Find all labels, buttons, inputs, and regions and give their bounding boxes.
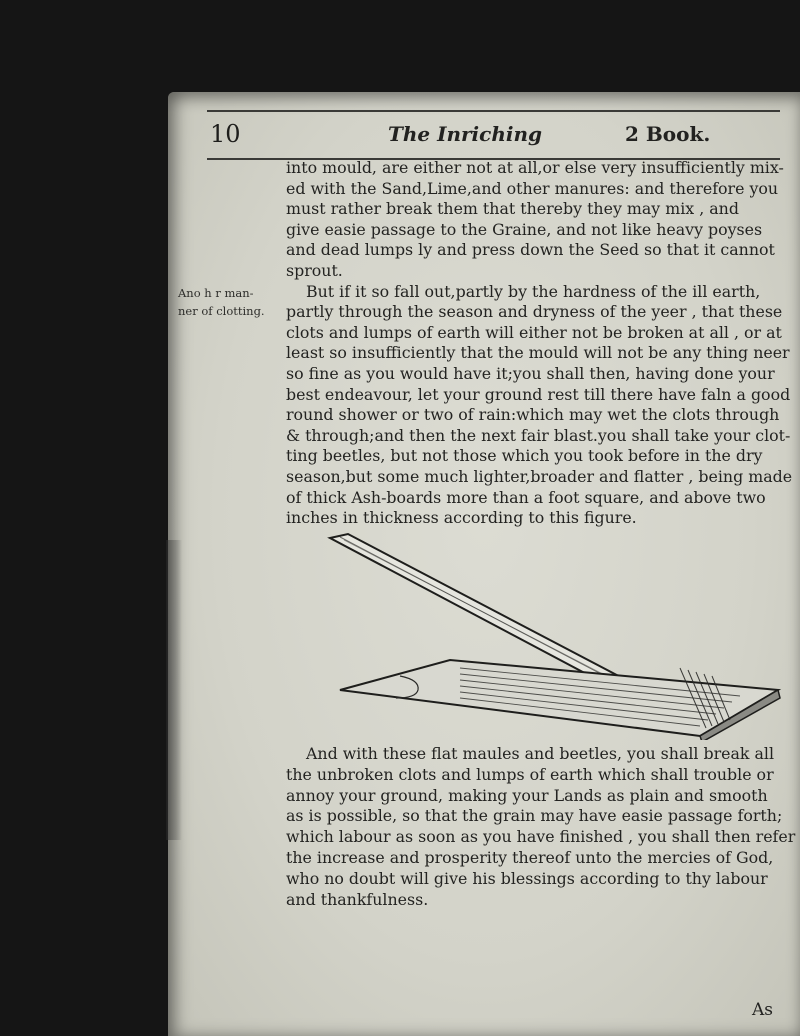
text-line: give easie passage to the Graine, and not like heavy poyses	[286, 219, 763, 239]
text-line: the unbroken clots and lumps of earth which shall trouble or	[286, 764, 774, 784]
margin-note-line: ner of clotting.	[178, 304, 265, 318]
text-line: as is possible, so that the grain may have easie passage forth;	[286, 806, 783, 826]
text-line: of thick Ash-boards more than a foot square, and above two	[286, 487, 766, 507]
text-line: best endeavour, let your ground rest till there have faln a good	[286, 384, 791, 404]
text-line: who no doubt will give his blessings according to thy labour	[286, 868, 768, 888]
text-line: and dead lumps ly and press down the Seed so that it cannot	[286, 240, 775, 260]
text-block-top	[286, 158, 800, 529]
text-line: And with these flat maules and beetles, you shall break all	[306, 744, 775, 763]
text-line: clots and lumps of earth will either not be broken at all , or at	[286, 322, 782, 342]
book-number: 2 Book.	[625, 122, 711, 146]
beetle-board	[340, 660, 780, 740]
text-line: partly through the season and dryness of the yeer , that these	[286, 302, 783, 322]
text-line: annoy your ground, making your Lands as plain and smooth	[286, 785, 768, 805]
clotting-beetle-figure	[300, 528, 800, 740]
text-line: round shower or two of rain:which may wet the clots through	[286, 405, 780, 425]
page-fold-shadow	[166, 540, 182, 840]
text-line: ed with the Sand,Lime,and other manures: and therefore you	[286, 178, 779, 198]
text-line: which labour as soon as you have finished , you shall then refer	[286, 827, 796, 847]
page-number: 10	[210, 120, 241, 148]
text-line: least so insufficiently that the mould will not be any thing neer	[286, 343, 790, 363]
header-rule-top	[207, 110, 780, 112]
text-line: inches in thickness according to this figure.	[286, 508, 637, 528]
text-line: sprout.	[286, 260, 343, 280]
text-line: so fine as you would have it;you shall then, having done your	[286, 363, 775, 383]
running-head	[200, 116, 800, 156]
text-line: must rather break them that thereby they may mix , and	[286, 199, 739, 219]
text-line: into mould, are either not at all,or else very insufficiently mix-	[286, 158, 784, 177]
text-line: But if it so fall out,partly by the hardness of the ill earth,	[306, 281, 761, 301]
text-block-bottom	[286, 744, 800, 910]
catchword: As	[752, 1000, 774, 1020]
text-line: ting beetles, but not those which you took before in the dry	[286, 446, 763, 466]
text-line: the increase and prosperity thereof unto the mercies of God,	[286, 847, 774, 867]
text-line: and thankfulness.	[286, 889, 429, 909]
text-line: season,but some much lighter,broader and flatter , being made	[286, 466, 793, 486]
margin-note	[178, 284, 265, 320]
text-line: & through;and then the next fair blast.you shall take your clot-	[286, 425, 791, 445]
margin-note-line: Ano h r man-	[178, 286, 254, 300]
running-title: The Inriching	[388, 122, 542, 146]
